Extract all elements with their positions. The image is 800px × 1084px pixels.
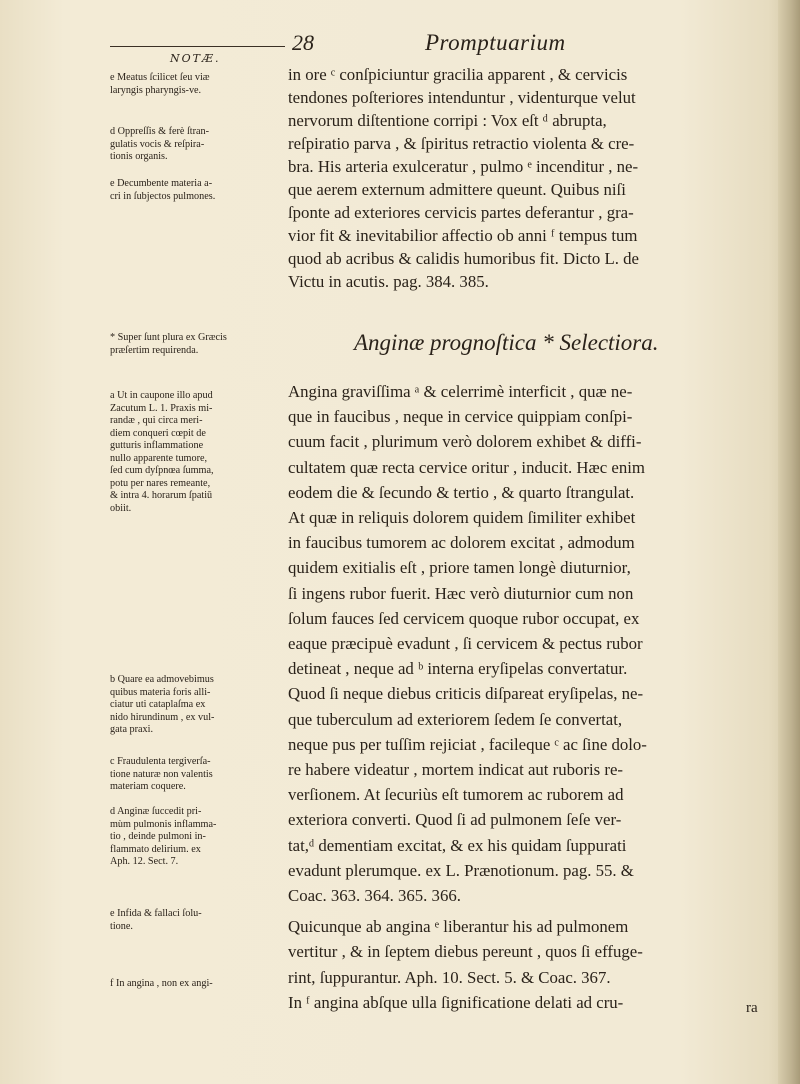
- note-d-oppressis: [110, 126, 292, 164]
- text-line: tendones poſteriores intenduntur , videnturque velut: [288, 88, 636, 107]
- text-line: que tuberculum ad exteriorem ſedem ſe convertat,: [288, 709, 623, 729]
- section-heading: Anginæ prognoſtica * Selectiora.: [354, 330, 659, 355]
- text-line: in faucibus tumorem ac dolorem excitat , admodum: [288, 533, 635, 553]
- text-line: tat,ᵈ dementiam excitat, & ex his quidam ſuppurati: [288, 835, 627, 855]
- note-b-quare: [110, 674, 292, 737]
- text-line: exteriora converti. Quod ſi ad pulmonem ſeſe ver-: [288, 810, 622, 830]
- text-line: reſpiratio parva , & ſpiritus retractio violenta & cre-: [288, 134, 635, 153]
- text-line: rint, ſuppurantur. Aph. 10. Sect. 5. & Coac. 367.: [288, 967, 611, 987]
- text-line: At quæ in reliquis dolorem quidem ſimiliter exhibet: [288, 508, 636, 527]
- text-line: vior fit & inevitabilior affectio ob anni ᶠ tempus tum: [288, 226, 638, 245]
- note-line: diem conqueri cœpit de: [110, 427, 206, 439]
- note-line: cri in ſubjectos pulmones.: [110, 190, 216, 202]
- text-line: ſponte ad exteriores cervicis partes deferantur , gra-: [288, 203, 634, 222]
- text-line: Coac. 363. 364. 365. 366.: [288, 886, 461, 905]
- text-line: ſolum fauces ſed cervicem quoque rubor occupat, ex: [288, 608, 640, 628]
- text-line: eaque præcipuè evadunt , ſi cervicem & pectus rubor: [288, 634, 643, 653]
- note-line: a Ut in caupone illo apud: [110, 390, 213, 401]
- note-line: tione.: [110, 920, 133, 932]
- text-line: que in faucibus , neque in cervice quippiam conſpi-: [288, 407, 633, 427]
- text-line: Angina graviſſima ᵃ & celerrimè interficit , quæ ne-: [288, 382, 633, 401]
- text-line: evadunt plerumque. ex L. Prænotionum. pag. 55. &: [288, 860, 634, 880]
- note-line: tio , deinde pulmoni in-: [110, 831, 206, 842]
- note-line: b Quare ea admovebimus: [110, 674, 214, 685]
- note-line: obiit.: [110, 502, 132, 514]
- note-e-meatus: [110, 72, 292, 97]
- note-line: tione naturæ non valentis: [110, 768, 213, 780]
- note-e-infida: [110, 908, 292, 933]
- header-rule: [110, 46, 285, 47]
- note-line: * Super ſunt plura ex Græcis: [110, 332, 227, 343]
- note-line: ſed cum dyſpnœa ſumma,: [110, 465, 214, 476]
- note-line: gata praxi.: [110, 724, 153, 735]
- text-line: quidem exitialis eſt , priore tamen longè diuturnior,: [288, 558, 631, 578]
- text-line: re habere videatur , mortem indicat aut ruboris re-: [288, 760, 624, 779]
- note-line: e Meatus ſcilicet ſeu viæ: [110, 72, 210, 83]
- running-title: Promptuarium: [425, 30, 566, 55]
- note-line: præſertim requirenda.: [110, 344, 199, 356]
- text-line: in ore ᶜ conſpiciuntur gracilia apparent , & cervicis: [288, 65, 628, 84]
- note-line: & intra 4. horarum ſpatiū: [110, 490, 213, 501]
- text-line: vertitur , & in ſeptem diebus pereunt , quos ſi effuge-: [288, 942, 643, 962]
- note-d-anginae: [110, 806, 292, 869]
- note-line: materiam coquere.: [110, 781, 186, 792]
- text-line: Quicunque ab angina ᵉ liberantur his ad pulmonem: [288, 917, 629, 937]
- text-line: ſi ingens rubor fuerit. Hæc verò diuturnior cum non: [288, 583, 634, 603]
- note-line: nullo apparente tumore,: [110, 452, 208, 464]
- note-line: ciatur uti cataplaſma ex: [110, 699, 206, 710]
- note-f-in-angina: [110, 978, 292, 991]
- notes-label: NOTÆ.: [170, 52, 221, 65]
- note-line: c Fraudulenta tergiverſa-: [110, 756, 211, 767]
- note-line: laryngis pharyngis-ve.: [110, 84, 202, 96]
- text-line: neque pus per tuſſim rejiciat , facileque ᶜ ac ſine dolo-: [288, 734, 647, 754]
- note-line: e Decumbente materia a-: [110, 178, 213, 189]
- text-line: cuum facit , plurimum verò dolorem exhibet & diffi-: [288, 432, 642, 452]
- page-number: 28: [292, 30, 314, 55]
- note-line: gutturis inflammatione: [110, 440, 204, 451]
- note-a-caupone: [110, 390, 292, 515]
- text-line: detineat , neque ad ᵇ interna eryſipelas convertatur.: [288, 659, 628, 679]
- note-line: Zacutum L. 1. Praxis mi-: [110, 402, 213, 414]
- text-line: que aerem externum admittere queunt. Quibus niſi: [288, 180, 626, 199]
- note-line: nido hirundinum , ex vul-: [110, 711, 215, 723]
- text-line: bra. His arteria exulceratur , pulmo ᵉ incenditur , ne-: [288, 157, 639, 176]
- page-edge: [778, 0, 800, 1084]
- note-line: flammato delirium. ex: [110, 843, 201, 855]
- text-line: nervorum diſtentione corripi : Vox eſt ᵈ abrupta,: [288, 111, 607, 130]
- note-e-decumbente: [110, 178, 292, 203]
- note-c-fraudulenta: [110, 756, 292, 794]
- text-line: quod ab acribus & calidis humoribus fit. Dicto L. de: [288, 249, 639, 268]
- text-line: In ᶠ angina abſque ulla ſignificatione delati ad cru-: [288, 992, 624, 1012]
- text-line: Victu in acutis. pag. 384. 385.: [288, 272, 489, 291]
- note-line: d Anginæ ſuccedit pri-: [110, 806, 202, 817]
- note-star-supersunt: [110, 332, 292, 357]
- note-line: tionis organis.: [110, 151, 168, 162]
- text-line: verſionem. At ſecuriùs eſt tumorem ac ruborem ad: [288, 785, 624, 805]
- note-line: randæ , qui circa meri-: [110, 415, 203, 426]
- note-line: potu per nares remeante,: [110, 477, 211, 489]
- catchword: ra: [746, 1000, 758, 1016]
- note-line: gulatis vocis & reſpira-: [110, 138, 205, 150]
- note-line: quibus materia foris alli-: [110, 686, 211, 698]
- note-line: Aph. 12. Sect. 7.: [110, 856, 179, 867]
- note-line: mùm pulmonis inflamma-: [110, 818, 217, 830]
- note-line: d Oppreſſis & ferè ſtran-: [110, 126, 210, 137]
- page-header: [110, 30, 770, 65]
- note-line: f In angina , non ex angi-: [110, 978, 213, 989]
- text-line: Quod ſi neque diebus criticis diſpareat eryſipelas, ne-: [288, 684, 644, 704]
- text-line: cultatem quæ recta cervice oritur , inducit. Hæc enim: [288, 457, 645, 477]
- note-line: e Infida & fallaci ſolu-: [110, 908, 202, 919]
- text-line: eodem die & ſecundo & tertio , & quarto ſtrangulat.: [288, 482, 635, 502]
